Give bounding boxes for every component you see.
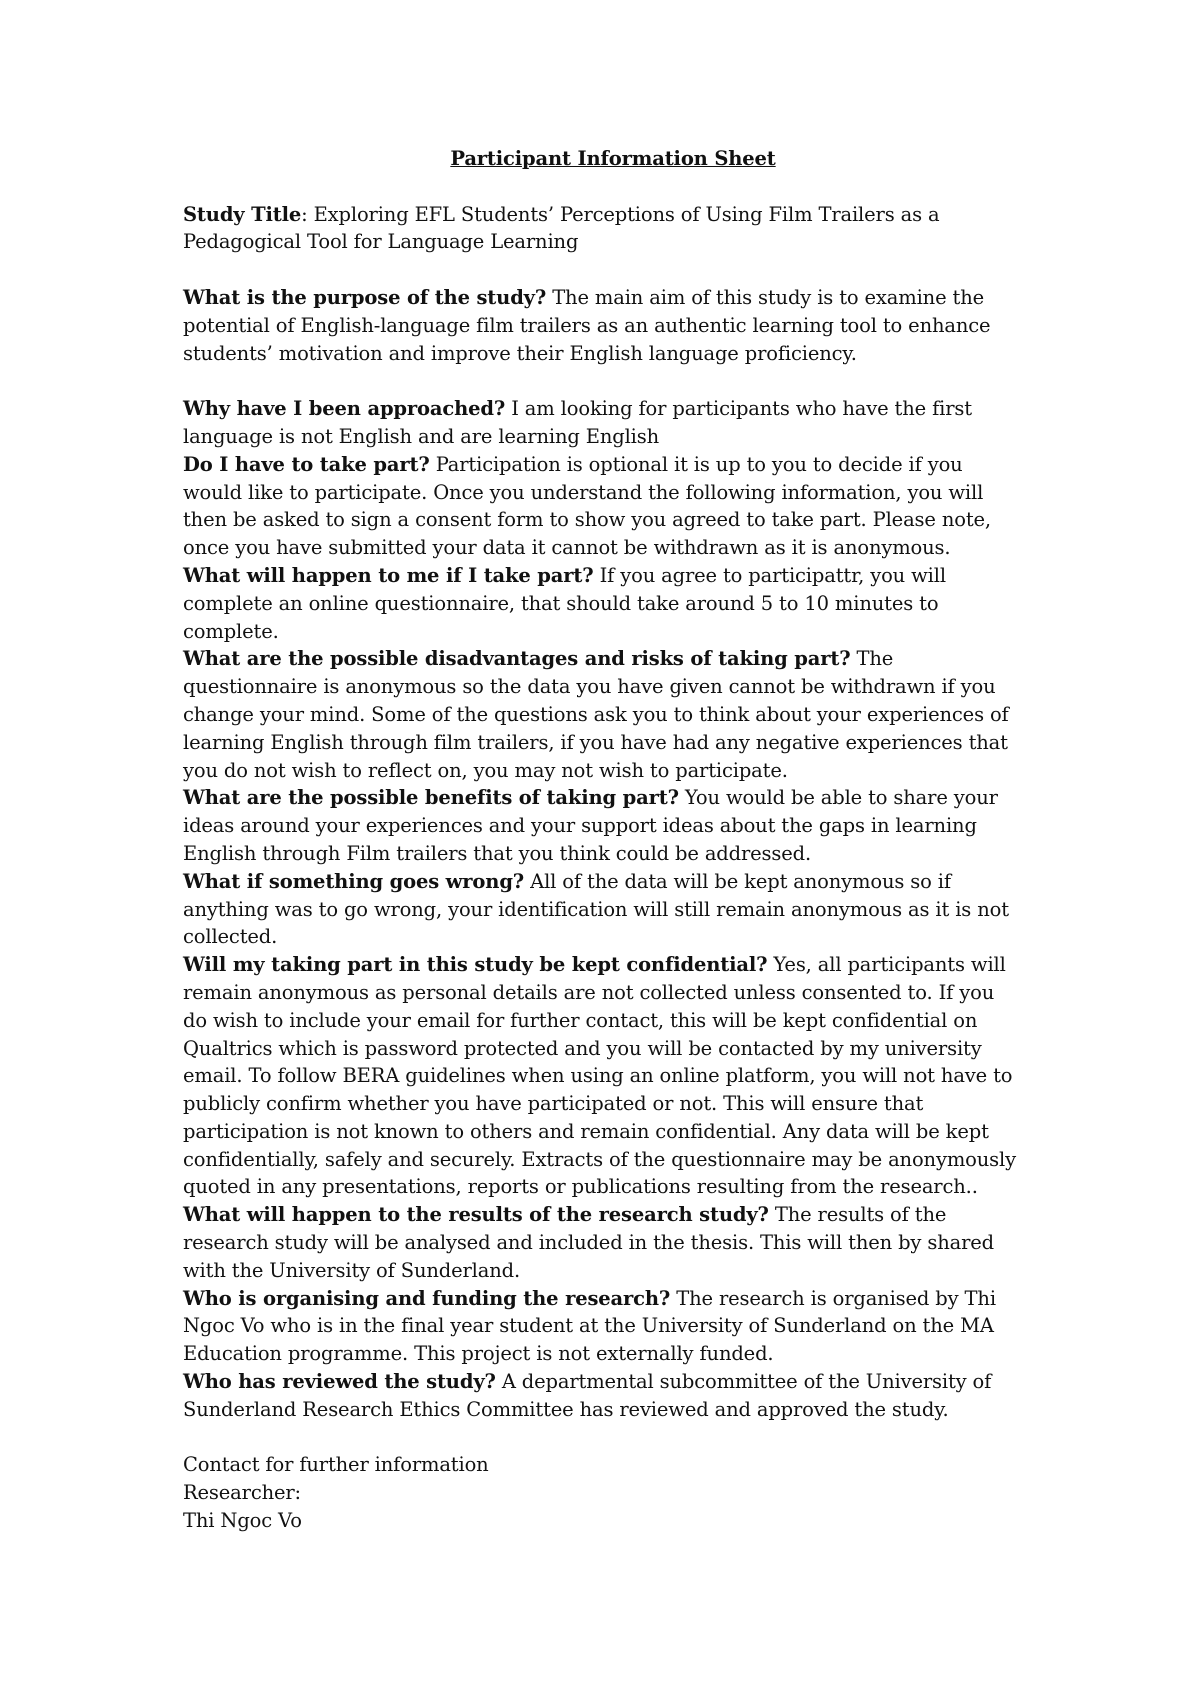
- section-reviewed: [183, 1368, 1023, 1424]
- section-answer: You would be able to share your ideas around your experiences and your support ideas about the gaps in learning English through Film trailers that you think could be addressed.: [183, 786, 998, 865]
- section-question: What are the possible disadvantages and risks of taking part?: [183, 647, 851, 671]
- document-title: Participant Information Sheet: [450, 147, 776, 170]
- section-answer: The questionnaire is anonymous so the data you have given cannot be withdrawn if you change your mind. Some of the questions ask you to think about your experiences of learning English through film trailers, if you have had any negative experiences that you do not wish to reflect on, you may not wish to participate.: [183, 647, 1009, 782]
- section-question: What if something goes wrong?: [183, 869, 525, 893]
- section-question: What will happen to the results of the research study?: [183, 1203, 769, 1227]
- section-benefits: [183, 784, 1023, 867]
- section-take-part: [183, 451, 1023, 562]
- section-what-happens: [183, 562, 1023, 645]
- contact-role: Researcher:: [183, 1481, 301, 1505]
- spacer: [183, 173, 1023, 201]
- section-question: What are the possible benefits of taking part?: [183, 786, 679, 810]
- study-title-text: : Exploring EFL Students’ Perceptions of Using Film Trailers as a Pedagogical Tool for Language Learning: [183, 202, 940, 254]
- section-answer: The main aim of this study is to examine the potential of English-language film trailers as an authentic learning tool to enhance students’ motivation and improve their English language proficiency.: [183, 285, 991, 365]
- section-organising: [183, 1285, 1023, 1368]
- section-question: Why have I been approached?: [183, 397, 506, 421]
- document-body: [183, 145, 1023, 1535]
- section-approached: [183, 395, 1023, 451]
- section-risks: [183, 645, 1023, 784]
- section-question: Who has reviewed the study?: [183, 1370, 496, 1394]
- spacer: [183, 256, 1023, 284]
- section-answer: All of the data will be kept anonymous so if anything was to go wrong, your identification will still remain anonymous as it is not collected.: [183, 869, 1009, 949]
- section-answer: If you agree to participattr, you will complete an online questionnaire, that should take around 5 to 10 minutes to complete.: [183, 563, 946, 643]
- section-answer: The results of the research study will be analysed and included in the thesis. This will then by shared with the University of Sunderland.: [183, 1203, 994, 1282]
- contact-name: Thi Ngoc Vo: [183, 1509, 302, 1533]
- section-question: Will my taking part in this study be kept confidential?: [183, 953, 768, 977]
- section-question: Do I have to take part?: [183, 452, 430, 476]
- study-title: [183, 201, 1023, 257]
- section-answer: Yes, all participants will remain anonymous as personal details are not collected unless consented to. If you do wish to include your email for further contact, this will be kept confidential on Qualtrics which is password protected and you will be contacted by my university email. To follow BERA guidelines when using an online platform, you will not have to publicly confirm whether you have participated or not. This will ensure that participation is not known to others and remain confidential. Any data will be kept confidentially, safely and securely. Extracts of the questionnaire may be anonymously quoted in any presentations, reports or publications resulting from the research..: [183, 953, 1016, 1199]
- section-question: What is the purpose of the study?: [183, 285, 547, 309]
- contact-heading: Contact for further information: [183, 1453, 489, 1477]
- study-title-label: Study Title: [183, 202, 302, 226]
- section-answer: The research is organised by Thi Ngoc Vo who is in the final year student at the University of Sunderland on the MA Education programme. This project is not externally funded.: [183, 1286, 996, 1366]
- section-confidential: [183, 951, 1023, 1201]
- spacer: [183, 367, 1023, 395]
- section-answer: I am looking for participants who have the first language is not English and are learning English: [183, 397, 972, 448]
- spacer: [183, 1424, 1023, 1452]
- section-purpose: [183, 284, 1023, 367]
- section-question: Who is organising and funding the research?: [183, 1286, 671, 1310]
- section-answer: Participation is optional it is up to you to decide if you would like to participate. Once you understand the following information, you will then be asked to sign a consent form to show you agreed to take part. Please note, once you have submitted your data it cannot be withdrawn as it is anonymous.: [183, 452, 991, 560]
- section-goes-wrong: [183, 868, 1023, 951]
- section-answer: A departmental subcommittee of the University of Sunderland Research Ethics Committee has reviewed and approved the study.: [183, 1370, 992, 1421]
- section-results: [183, 1201, 1023, 1284]
- section-question: What will happen to me if I take part?: [183, 563, 594, 587]
